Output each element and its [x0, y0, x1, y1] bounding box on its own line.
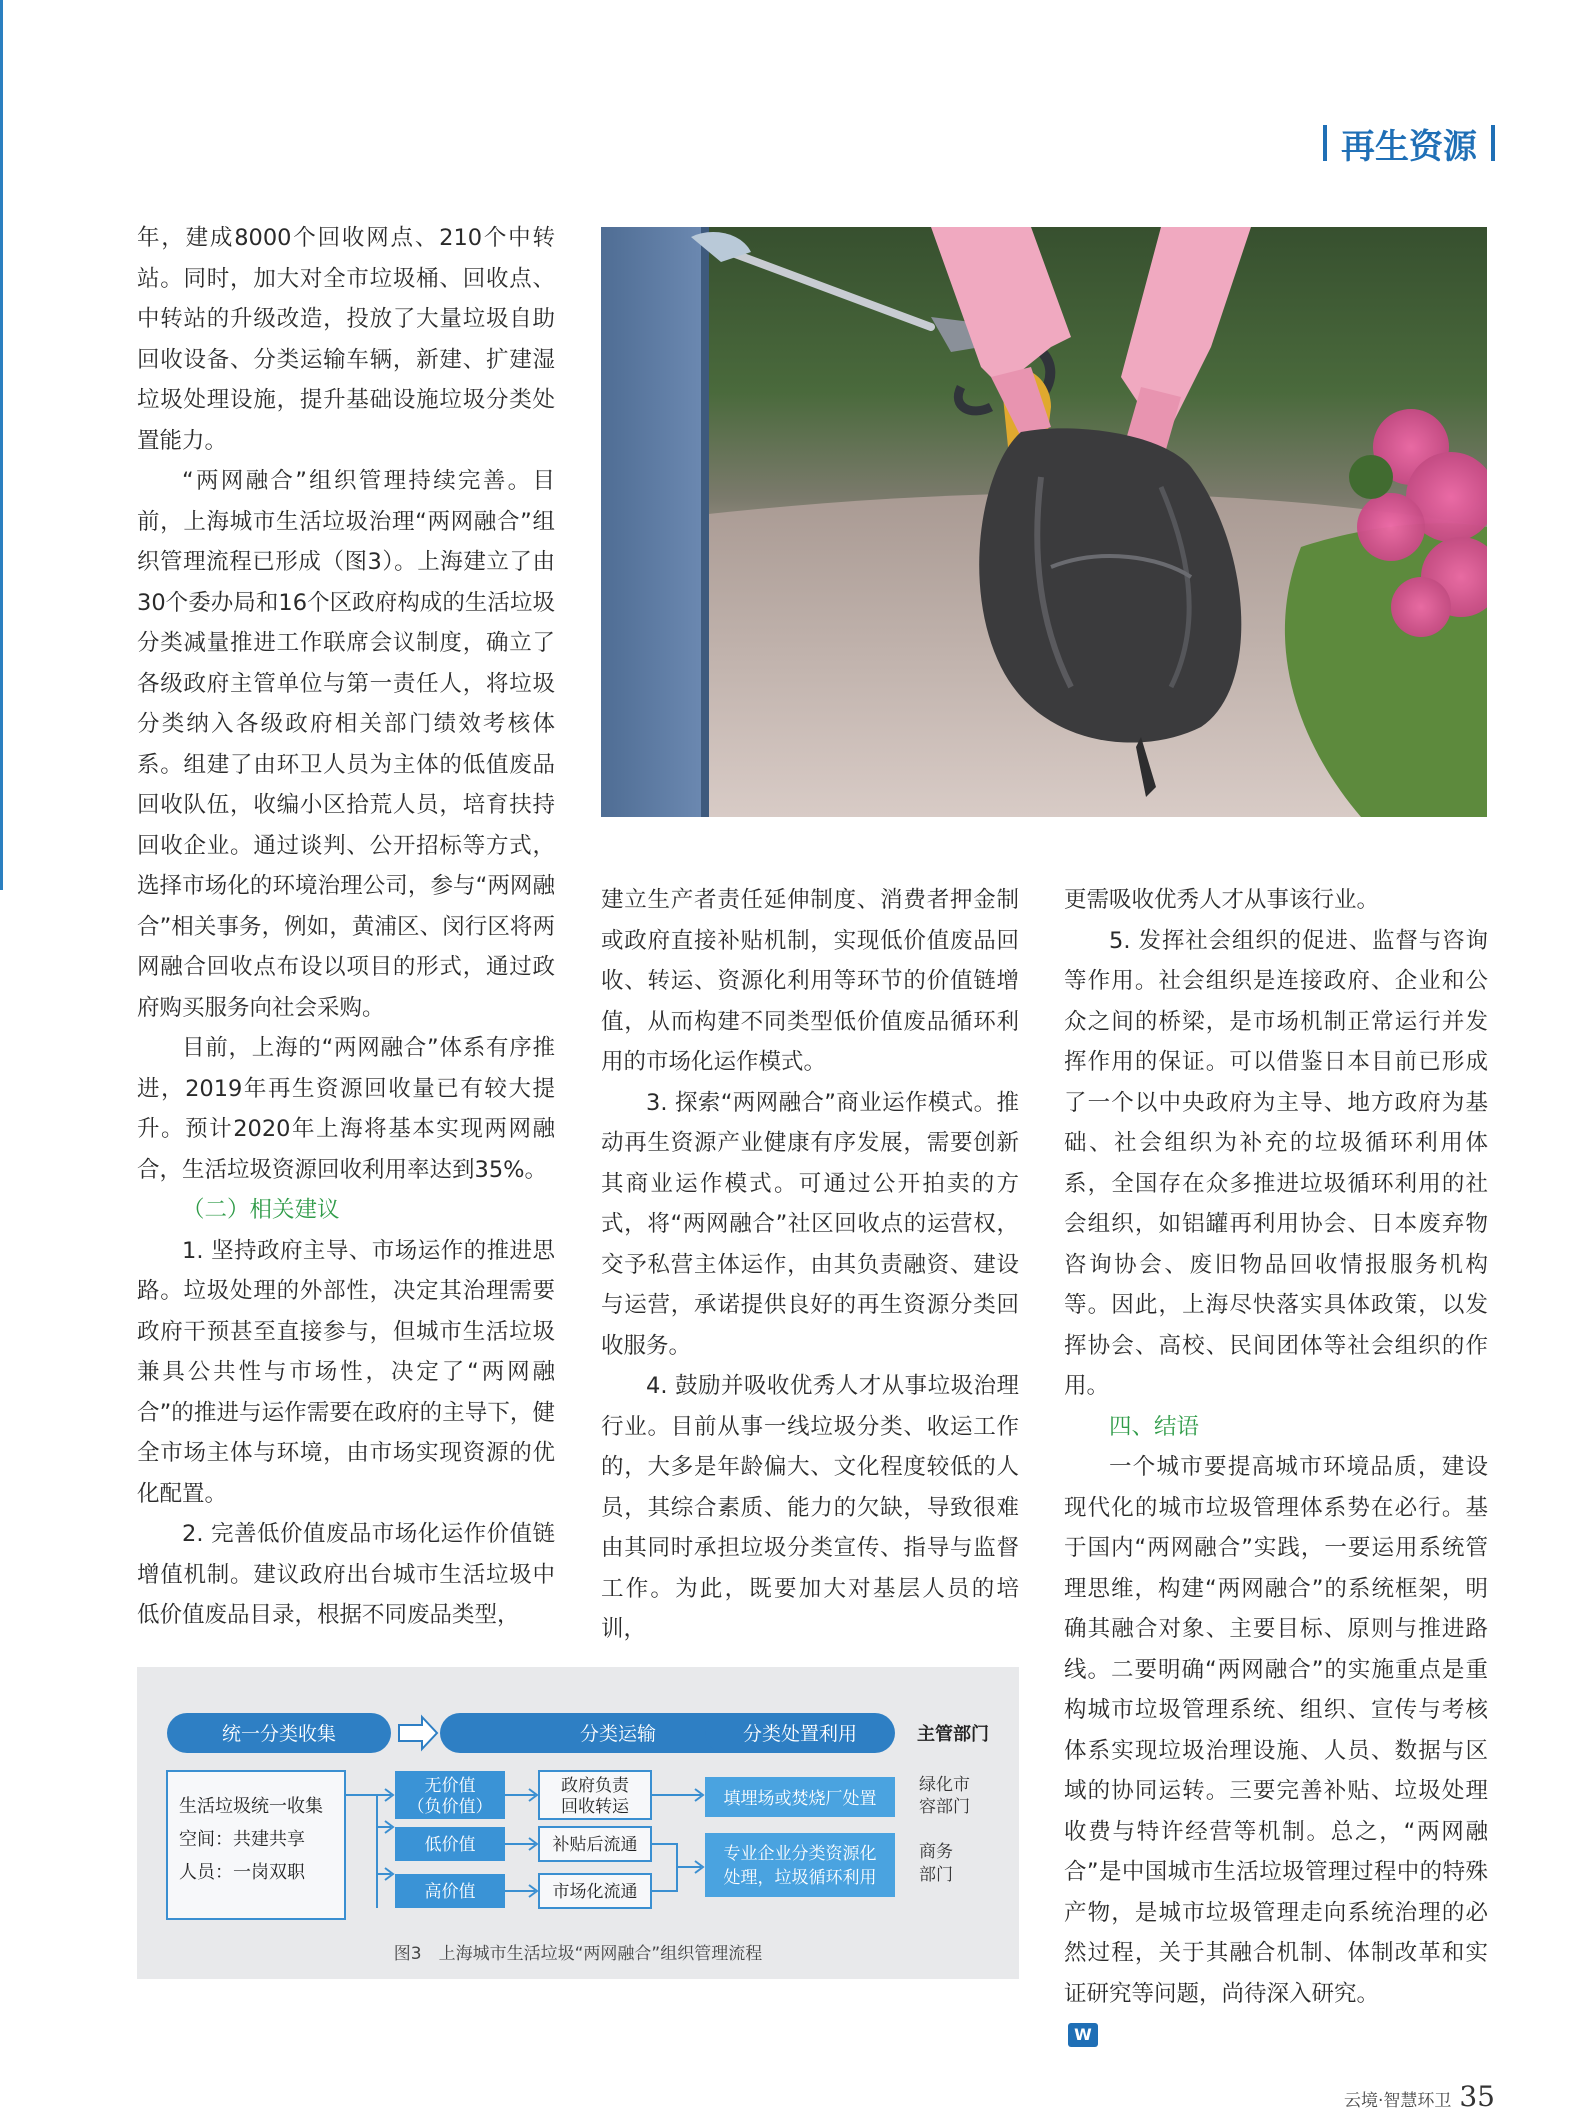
section-header — [1323, 118, 1495, 168]
section-heading: 四、结语 — [1109, 1413, 1200, 1440]
article-photo — [601, 227, 1487, 817]
text-column-3 — [1064, 880, 1488, 2055]
magazine-name: 云境·智慧环卫 — [1343, 2091, 1452, 2111]
section-title: 再生资源 — [1341, 126, 1477, 167]
page-footer — [1344, 2080, 1495, 2113]
paragraph: 2. 完善低价值废品市场化运作价值链增值机制。建议政府出台城市生活垃圾中低价值废品目录，根据不同废品类型， — [137, 1521, 555, 1628]
arrow-right-icon — [505, 1885, 537, 1897]
value-label: 无价值 — [424, 1776, 476, 1796]
paragraph: 年，建成8000个回收网点、210个中转站。同时，加大对全市垃圾桶、回收点、中转站的升级改造，投放了大量垃圾自助回收设备、分类运输车辆，新建、扩建湿垃圾处理设施，提升基础设施垃圾分类处置能力。 — [137, 225, 555, 454]
arrow-right-icon — [377, 1789, 393, 1801]
text-column-2 — [601, 880, 1019, 1650]
paragraph: 目前，上海的“两网融合”体系有序推进，2019年再生资源回收量已有较大提升。预计2020年上海将基本实现两网融合，生活垃圾资源回收利用率达到35%。 — [137, 1035, 555, 1183]
disposal-label: 专业企业分类资源化 — [723, 1844, 877, 1864]
disposal-label: 填埋场或焚烧厂处置 — [723, 1789, 877, 1809]
stage-label: 分类运输 — [579, 1723, 657, 1745]
flow-diagram — [137, 1667, 1019, 1979]
paragraph: 3. 探索“两网融合”商业运作模式。推动再生资源产业健康有序发展，需要创新其商业运作模式。可通过公开拍卖的方式，将“两网融合”社区回收点的运营权，交予私营主体运作，由其负责融资、建设与运营，承诺提供良好的再生资源分类回收服务。 — [601, 1089, 1019, 1359]
left-box-line: 人员：一岗双职 — [179, 1862, 305, 1883]
arrow-right-icon — [377, 1821, 393, 1833]
header-bar-left — [1323, 125, 1327, 161]
left-box-line: 生活垃圾统一收集 — [179, 1796, 323, 1817]
value-label: 高价值 — [424, 1882, 476, 1902]
paragraph: 1. 坚持政府主导、市场运作的推进思路。垃圾处理的外部性，决定其治理需要政府干预甚至直接参与，但城市生活垃圾兼具公共性与市场性，决定了“两网融合”的推进与运作需要在政府的主导下，健全市场主体与环境，由市场实现资源的优化配置。 — [137, 1237, 555, 1507]
value-label: 低价值 — [424, 1835, 476, 1855]
dept-label: 绿化市 — [919, 1775, 970, 1795]
photo-illustration — [601, 227, 1487, 817]
left-box-line: 空间：共建共享 — [179, 1829, 305, 1850]
paragraph: 4. 鼓励并吸收优秀人才从事垃圾治理行业。目前从事一线垃圾分类、收运工作的，大多是年龄偏大、文化程度较低的人员，其综合素质、能力的欠缺，导致很难由其同时承担垃圾分类宣传、指导与监督工作。为此，既要加大对基层人员的培训， — [601, 1373, 1019, 1642]
arrow-right-icon — [505, 1789, 537, 1801]
paragraph: 一个城市要提高城市环境品质，建设现代化的城市垃圾管理体系势在必行。基于国内“两网融合”实践，一要运用系统管理思维，构建“两网融合”的系统框架，明确其融合对象、主要目标、原则与推进路线。二要明确“两网融合”的实施重点是重构城市垃圾管理系统、组织、宣传与考核体系实现垃圾治理设施、人员、数据与区域的协同运转。三要完善补贴、垃圾处理收费与特许经营等机制。总之，“两网融合”是中国城市生活垃圾管理过程中的特殊产物，是城市垃圾管理走向系统治理的必然过程，关于其融合机制、体制改革和实证研究等问题，尚待深入研究。 — [1064, 1454, 1488, 2007]
arrow-right-icon — [651, 1789, 703, 1801]
page-number: 35 — [1459, 2080, 1495, 2113]
transport-label: 补贴后流通 — [552, 1835, 638, 1855]
dept-heading: 主管部门 — [917, 1724, 989, 1745]
transport-label: 政府负责 — [561, 1776, 629, 1796]
dept-label: 商务 — [919, 1842, 953, 1862]
figure-caption: 图3 上海城市生活垃圾“两网融合”组织管理流程 — [393, 1944, 763, 1964]
paragraph: 5. 发挥社会组织的促进、监督与咨询等作用。社会组织是连接政府、企业和公众之间的桥梁，是市场机制正常运行并发挥作用的保证。可以借鉴日本目前已形成了一个以中央政府为主导、地方政府为基础、社会组织为补充的垃圾循环利用体系，全国存在众多推进垃圾循环利用的社会组织，如铝罐再利用协会、日本废弃物咨询协会、废旧物品回收情报服务机构等。因此，上海尽快落实具体政策，以发挥协会、高校、民间团体等社会组织的作用。 — [1064, 927, 1488, 1399]
dept-label: 容部门 — [919, 1797, 970, 1817]
arrow-right-icon — [399, 1717, 437, 1749]
magazine-logo-icon: W — [1068, 2023, 1098, 2047]
stage-label: 统一分类收集 — [221, 1723, 337, 1745]
text-column-1 — [137, 218, 555, 1636]
arrow-right-icon — [505, 1838, 537, 1850]
transport-label: 回收转运 — [561, 1797, 629, 1817]
paragraph: 更需吸收优秀人才从事该行业。 — [1064, 887, 1380, 913]
arrow-right-icon — [377, 1868, 393, 1880]
page-edge-accent — [0, 0, 3, 890]
disposal-label: 处理，垃圾循环利用 — [723, 1868, 877, 1888]
figure-3 — [137, 1667, 1019, 1979]
paragraph: 建立生产者责任延伸制度、消费者押金制或政府直接补贴机制，实现低价值废品回收、转运、资源化利用等环节的价值链增值，从而构建不同类型低价值废品循环利用的市场化运作模式。 — [601, 887, 1019, 1075]
transport-label: 市场化流通 — [552, 1882, 638, 1902]
dept-label: 部门 — [919, 1865, 953, 1885]
stage-label: 分类处置利用 — [742, 1723, 858, 1745]
paragraph: “两网融合”组织管理持续完善。目前，上海城市生活垃圾治理“两网融合”组织管理流程已形成（图3）。上海建立了由30个委办局和16个区政府构成的生活垃圾分类减量推进工作联席会议制度，确立了各级政府主管单位与第一责任人，将垃圾分类纳入各级政府相关部门绩效考核体系。组建了由环卫人员为主体的低值废品回收队伍，收编小区拾荒人员，培育扶持回收企业。通过谈判、公开招标等方式，选择市场化的环境治理公司，参与“两网融合”相关事务，例如，黄浦区、闵行区将两网融合回收点布设以项目的形式，通过政府购买服务向社会采购。 — [137, 468, 555, 1021]
subsection-heading: （二）相关建议 — [182, 1197, 340, 1223]
header-bar-right — [1491, 125, 1495, 161]
value-label: （负价值） — [407, 1797, 493, 1817]
